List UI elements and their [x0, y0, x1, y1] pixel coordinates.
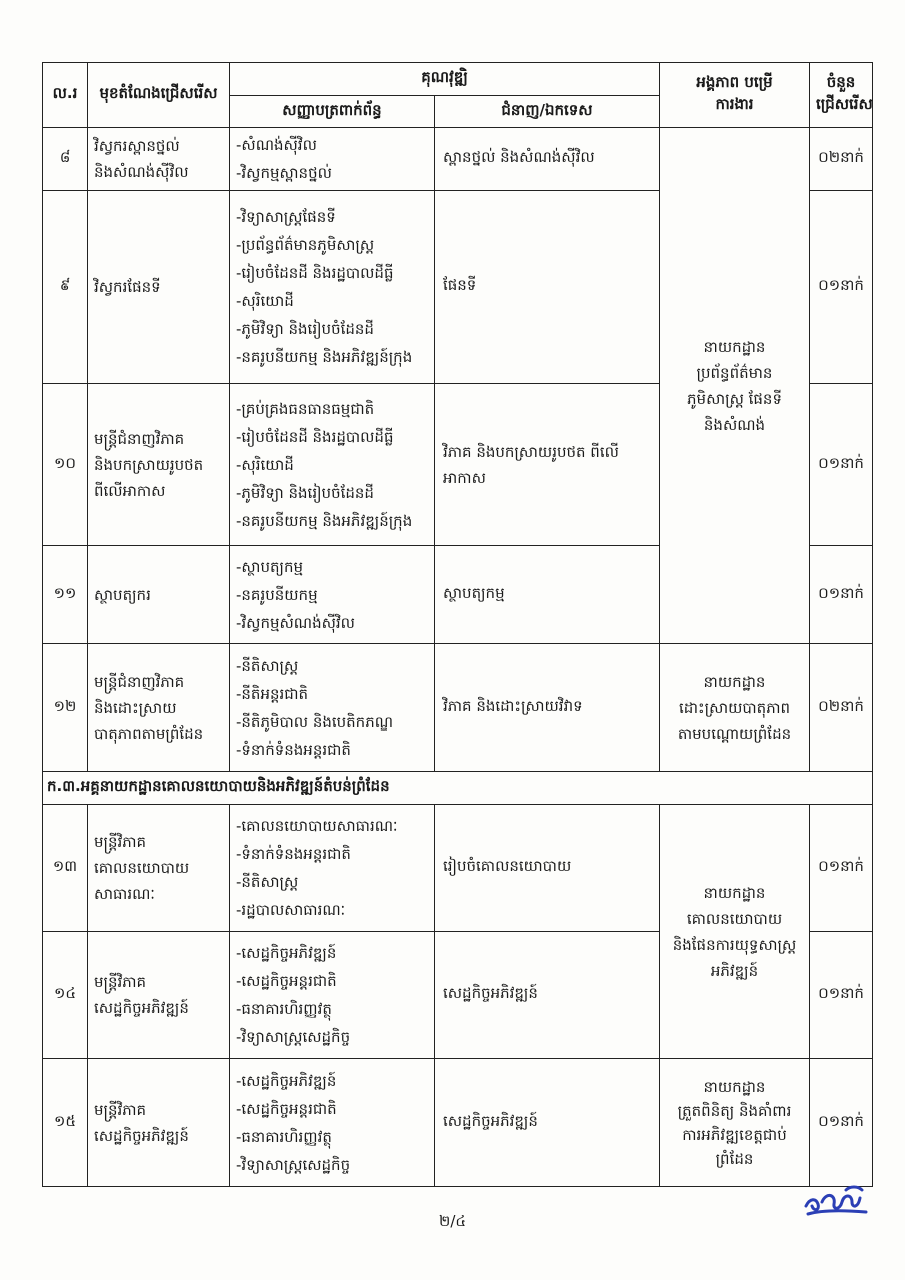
position-line: មន្ត្រីវិភាគ: [94, 1100, 147, 1119]
position-line: គោលនយោបាយ: [94, 859, 190, 877]
row-number: ១២: [43, 644, 88, 772]
position-line: សាធារណៈ: [94, 885, 155, 903]
degree-item: -ស្ថាបត្យកម្ម: [236, 557, 304, 576]
unit-line: ព្រំដែន: [715, 1149, 754, 1168]
count-cell: ០១នាក់: [810, 932, 873, 1059]
position-line: សេដ្ឋកិច្ចអភិវឌ្ឍន៍: [94, 1126, 189, 1145]
specialty-cell: សេដ្ឋកិច្ចអភិវឌ្ឍន៍: [435, 1059, 660, 1187]
degree-item: -រៀបចំដែនដី និងរដ្ឋបាលដីធ្លី: [236, 427, 394, 446]
row-number: ១៣: [43, 805, 88, 932]
position-cell: [88, 128, 230, 191]
degree-item: -រៀបចំដែនដី និងរដ្ឋបាលដីធ្លី: [236, 264, 394, 282]
degree-item: -សំណង់ស៊ីវិល: [236, 136, 317, 154]
header-no: ល.រ: [43, 63, 88, 128]
row-number: ១០: [43, 384, 88, 546]
specialty-cell: វិភាគ និងបកស្រាយរូបថត ពីលើអាកាស: [435, 384, 660, 546]
position-line: វិស្វករស្ពានថ្នល់: [94, 137, 180, 155]
unit-line: តាមបណ្តោយព្រំដែន: [677, 724, 792, 743]
position-line: មន្ត្រីជំនាញវិភាគ: [94, 672, 185, 691]
degree-cell: [230, 644, 435, 772]
unit-line: គោលនយោបាយ: [686, 909, 783, 928]
position-cell: [88, 644, 230, 772]
header-unit: អង្គភាព បម្រើការងារ: [660, 63, 810, 128]
specialty-cell: សេដ្ឋកិច្ចអភិវឌ្ឍន៍: [435, 932, 660, 1059]
count-cell: ០១នាក់: [810, 191, 873, 384]
section-row: [43, 772, 873, 805]
row-number: ១៤: [43, 932, 88, 1059]
unit-cell: [660, 644, 810, 772]
degree-item: -វិស្វកម្មសំណង់ស៊ីវិល: [236, 613, 355, 632]
header-specialty: ជំនាញ/ឯកទេស: [435, 96, 660, 128]
count-cell: ០២នាក់: [810, 644, 873, 772]
unit-line: ភូមិសាស្ត្រ ផែនទី: [687, 389, 782, 408]
degree-item: -ទំនាក់ទំនងអន្តរជាតិ: [236, 740, 351, 759]
degree-item: -ធនាគារហិរញ្ញវត្ថុ: [236, 1000, 332, 1018]
unit-line: នាយកដ្ឋាន: [703, 1077, 766, 1096]
section-heading: ក.៣.អគ្គនាយកដ្ឋានគោលនយោបាយនិងអភិវឌ្ឍន៍តំបន់ព្រំដែន: [43, 772, 873, 805]
position-line: មន្ត្រីវិភាគ: [94, 833, 147, 851]
position-cell: [88, 191, 230, 384]
degree-item: -នីតិអន្តរជាតិ: [236, 684, 309, 703]
specialty-cell: រៀបចំគោលនយោបាយ: [435, 805, 660, 932]
position-line: បាតុភាពតាមព្រំដែន: [94, 724, 204, 743]
row-number: ៩: [43, 191, 88, 384]
position-cell: [88, 932, 230, 1059]
degree-cell: [230, 1059, 435, 1187]
position-line: សេដ្ឋកិច្ចអភិវឌ្ឍន៍: [94, 999, 189, 1017]
degree-cell: [230, 384, 435, 546]
page-number: ២/៤: [438, 1212, 467, 1230]
degree-item: -ធនាគារហិរញ្ញវត្ថុ: [236, 1127, 332, 1146]
degree-item: -សុរិយោដី: [236, 455, 294, 474]
count-cell: ០១នាក់: [810, 1059, 873, 1187]
position-line: មន្ត្រីជំនាញវិភាគ: [94, 429, 185, 448]
degree-cell: [230, 191, 435, 384]
degree-item: -វិស្វកម្មស្ពានថ្នល់: [236, 164, 332, 182]
degree-item: -ភូមិវិទ្យា និងរៀបចំដែនដី: [236, 483, 374, 502]
degree-item: -សេដ្ឋកិច្ចអភិវឌ្ឍន៍: [236, 1071, 337, 1090]
position-line: និងដោះស្រាយ: [94, 698, 177, 717]
unit-line: និងផែនការយុទ្ធសាស្ត្រ: [672, 935, 797, 954]
table-row: [43, 1059, 873, 1187]
unit-line: នាយកដ្ឋាន: [703, 883, 766, 902]
degree-item: -រដ្ឋបាលសាធារណៈ: [236, 901, 346, 919]
position-line: និងបកស្រាយរូបថត: [94, 455, 204, 474]
unit-cell: [660, 1059, 810, 1187]
row-number: ១៥: [43, 1059, 88, 1187]
degree-item: -គោលនយោបាយសាធារណៈ: [236, 817, 398, 835]
degree-item: -គ្រប់គ្រងធនធានធម្មជាតិ: [236, 399, 375, 418]
unit-line: ត្រួតពិនិត្យ និងគាំពារ: [677, 1101, 792, 1120]
unit-line: ការអភិវឌ្ឍខេត្តជាប់: [682, 1125, 787, 1144]
table-row: [43, 128, 873, 191]
header-degree: សញ្ញាបត្រពាក់ព័ន្ធ: [230, 96, 435, 128]
position-cell: [88, 546, 230, 644]
degree-item: -នគរូបនីយកម្ម និងអភិវឌ្ឍន៍ក្រុង: [236, 348, 413, 366]
position-line: វិស្វករផែនទី: [94, 278, 161, 296]
degree-cell: [230, 805, 435, 932]
degree-cell: [230, 932, 435, 1059]
position-cell: [88, 805, 230, 932]
count-cell: ០១នាក់: [810, 805, 873, 932]
degree-item: -នគរូបនីយកម្ម និងអភិវឌ្ឍន៍ក្រុង: [236, 511, 413, 530]
unit-line: ប្រព័ន្ធព័ត៌មាន: [696, 363, 773, 382]
unit-cell-policy: [660, 805, 810, 1059]
specialty-cell: ស្ពានថ្នល់ និងសំណង់ស៊ីវិល: [435, 128, 660, 191]
specialty-cell: ស្ថាបត្យកម្ម: [435, 546, 660, 644]
unit-line: ដោះស្រាយបាតុភាព: [678, 698, 791, 717]
unit-line: នាយកដ្ឋាន: [703, 672, 766, 691]
specialty-cell: ផែនទី: [435, 191, 660, 384]
unit-cell-geo: [660, 128, 810, 644]
position-line: ពីលើអាកាស: [94, 481, 166, 500]
degree-item: -ទំនាក់ទំនងអន្តរជាតិ: [236, 845, 351, 863]
row-number: ៨: [43, 128, 88, 191]
table-row: [43, 805, 873, 932]
position-line: មន្ត្រីវិភាគ: [94, 973, 147, 991]
header-position: មុខតំណែងជ្រើសរើស: [88, 63, 230, 128]
degree-item: -ប្រព័ន្ធព័ត៌មានភូមិសាស្ត្រ: [236, 236, 375, 254]
degree-item: -នីតិសាស្ត្រ: [236, 656, 299, 675]
position-cell: [88, 1059, 230, 1187]
degree-item: -វិទ្យាសាស្ត្រសេដ្ឋកិច្ច: [236, 1155, 351, 1174]
row-number: ១១: [43, 546, 88, 644]
header-count: ចំនួន ជ្រើសរើស: [810, 63, 873, 128]
degree-item: -សេដ្ឋកិច្ចអន្តរជាតិ: [236, 972, 337, 990]
degree-item: -សេដ្ឋកិច្ចអន្តរជាតិ: [236, 1099, 337, 1118]
count-cell: ០១នាក់: [810, 384, 873, 546]
degree-item: -នីតិភូមិបាល និងបេតិកភណ្ឌ: [236, 712, 394, 731]
unit-line: នាយកដ្ឋាន: [703, 337, 766, 356]
position-cell: [88, 384, 230, 546]
header-row: [43, 63, 873, 96]
degree-item: -សុរិយោដី: [236, 292, 294, 310]
count-cell: ០២នាក់: [810, 128, 873, 191]
specialty-cell: វិភាគ និងដោះស្រាយវិវាទ: [435, 644, 660, 772]
degree-item: -នីតិសាស្ត្រ: [236, 873, 299, 891]
recruitment-table: [42, 62, 873, 1187]
degree-item: -វិទ្យាសាស្ត្រផែនទី: [236, 208, 336, 226]
degree-item: -វិទ្យាសាស្ត្រសេដ្ឋកិច្ច: [236, 1028, 351, 1046]
count-cell: ០១នាក់: [810, 546, 873, 644]
degree-cell: [230, 546, 435, 644]
position-line: និងសំណង់ស៊ីវិល: [94, 163, 189, 181]
unit-line: និងសំណង់: [703, 415, 766, 434]
position-line: ស្ថាបត្យករ: [94, 585, 151, 604]
header-qualification: គុណវុឌ្ឍិ: [230, 63, 660, 96]
degree-item: -ភូមិវិទ្យា និងរៀបចំដែនដី: [236, 320, 374, 338]
table-row: [43, 644, 873, 772]
degree-cell: [230, 128, 435, 191]
degree-item: -នគរូបនីយកម្ម: [236, 585, 318, 604]
degree-item: -សេដ្ឋកិច្ចអភិវឌ្ឍន៍: [236, 944, 337, 962]
unit-line: អភិវឌ្ឍន៍: [710, 961, 759, 980]
